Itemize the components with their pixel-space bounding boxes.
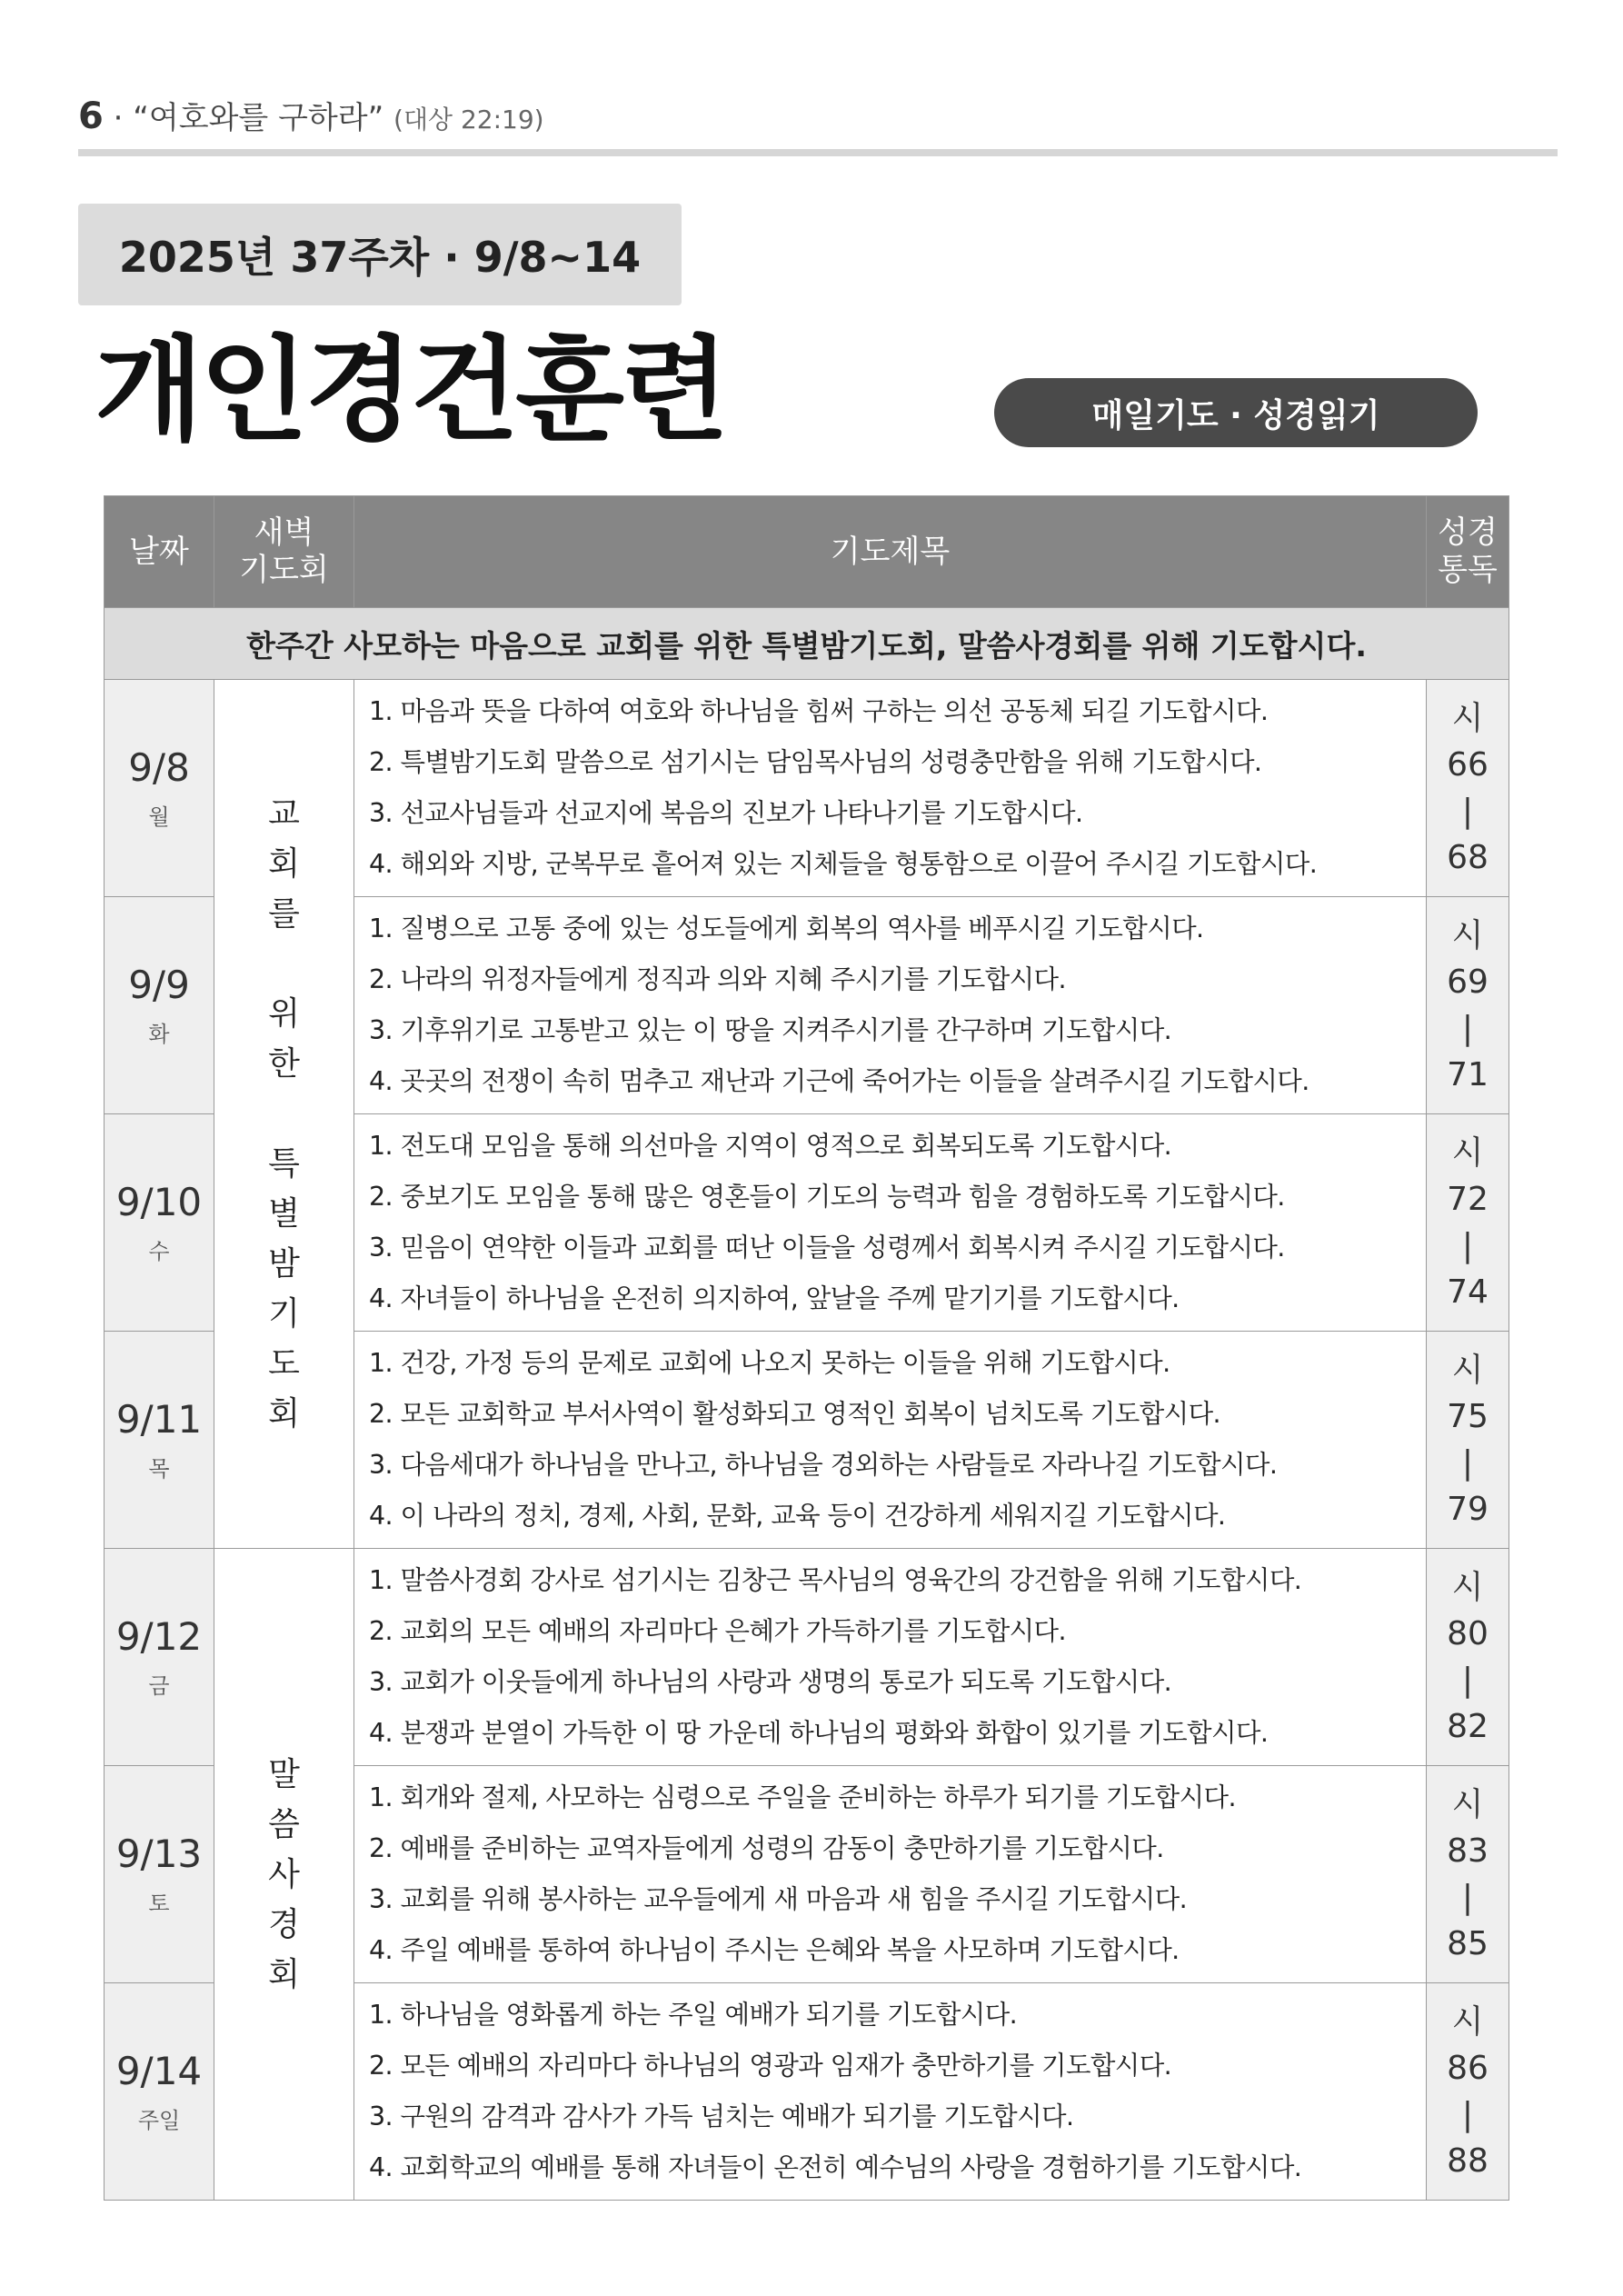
prayer-item: 4. 해외와 지방, 군복무로 흩어져 있는 지체들을 형통함으로 이끌어 주시길 기도합시다. — [369, 849, 1318, 879]
date-number: 9/10 — [115, 1180, 203, 1224]
page-header — [78, 93, 544, 137]
bible-reading-part: 시 — [1451, 700, 1484, 737]
bible-reading-part: 85 — [1447, 1925, 1489, 1962]
prayer-item: 4. 교회학교의 예배를 통해 자녀들이 온전히 예수님의 사랑을 경험하기를 기도합시다. — [369, 2152, 1302, 2182]
bible-reading-part: 71 — [1447, 1056, 1489, 1093]
bible-reading-cell — [1427, 1332, 1509, 1549]
service-char: 회 — [268, 845, 300, 883]
bible-reading-part: 82 — [1447, 1708, 1489, 1745]
header-service: 새벽 기도회 — [214, 496, 354, 608]
week-label: 2025년 37주차 · 9/8~14 — [78, 204, 682, 305]
weekday-label: 토 — [148, 1891, 170, 1916]
service-char: 말 — [268, 1755, 300, 1793]
service-char: 위 — [268, 995, 300, 1033]
service-char: 밤 — [268, 1245, 300, 1283]
service-char: 특 — [268, 1145, 300, 1183]
banner-text: 한주간 사모하는 마음으로 교회를 위한 특별밤기도회, 말씀사경회를 위해 기도합시다. — [105, 608, 1509, 680]
weekday-label: 목 — [148, 1456, 170, 1482]
prayer-item: 2. 교회의 모든 예배의 자리마다 은혜가 가득하기를 기도합시다. — [369, 1616, 1066, 1646]
bible-reading-part: 74 — [1447, 1273, 1489, 1311]
prayer-item: 1. 건강, 가정 등의 문제로 교회에 나오지 못하는 이들을 위해 기도합시다. — [369, 1348, 1170, 1378]
bible-reading-part: 75 — [1447, 1398, 1489, 1435]
weekday-label: 주일 — [137, 2108, 181, 2133]
bible-reading-part: | — [1461, 793, 1474, 830]
prayer-item: 3. 구원의 감격과 감사가 가득 넘치는 예배가 되기를 기도합시다. — [369, 2101, 1074, 2131]
bible-reading-part: 시 — [1451, 1352, 1484, 1389]
prayer-item: 3. 믿음이 연약한 이들과 교회를 떠난 이들을 성령께서 회복시켜 주시길 기도합시다. — [369, 1233, 1285, 1263]
service-name-cell — [214, 680, 354, 1549]
service-char: 경 — [268, 1905, 300, 1943]
bible-reading-part: 88 — [1447, 2142, 1489, 2180]
prayer-topics-cell — [354, 680, 1427, 897]
prayer-item: 1. 하나님을 영화롭게 하는 주일 예배가 되기를 기도합시다. — [369, 2000, 1018, 2030]
prayer-topics-cell — [354, 1983, 1427, 2201]
header-date: 날짜 — [105, 496, 214, 608]
bible-reading-part: 시 — [1451, 917, 1484, 954]
prayer-item: 1. 말씀사경회 강사로 섬기시는 김창근 목사님의 영육간의 강건함을 위해 기도합시다. — [369, 1565, 1302, 1595]
service-char: 씀 — [268, 1805, 300, 1843]
bible-reading-cell — [1427, 1983, 1509, 2201]
date-number: 9/13 — [115, 1832, 203, 1876]
bible-reading-part: 시 — [1451, 1569, 1484, 1606]
prayer-item: 3. 교회를 위해 봉사하는 교우들에게 새 마음과 새 힘을 주시길 기도합시다. — [369, 1884, 1188, 1914]
bible-reading-part: 시 — [1451, 2003, 1484, 2041]
date-cell — [105, 1766, 214, 1983]
service-name-cell — [214, 1549, 354, 2201]
prayer-item: 4. 주일 예배를 통하여 하나님이 주시는 은혜와 복을 사모하며 기도합시다. — [369, 1935, 1180, 1965]
header-topic: 기도제목 — [354, 496, 1427, 608]
bible-reading-part: 80 — [1447, 1615, 1489, 1652]
prayer-topics-cell — [354, 1114, 1427, 1332]
bible-reading-part: 68 — [1447, 839, 1489, 876]
header-bible: 성경 통독 — [1427, 496, 1509, 608]
service-char: 기 — [268, 1295, 300, 1333]
prayer-schedule-table — [104, 495, 1509, 2201]
date-number: 9/11 — [115, 1397, 203, 1442]
bible-reading-part: 83 — [1447, 1832, 1489, 1870]
prayer-item: 1. 질병으로 고통 중에 있는 성도들에게 회복의 역사를 베푸시길 기도합시다. — [369, 913, 1204, 943]
bible-reading-part: 66 — [1447, 746, 1489, 784]
prayer-item: 4. 곳곳의 전쟁이 속히 멈추고 재난과 기근에 죽어가는 이들을 살려주시길 기도합시다. — [369, 1066, 1309, 1096]
page-header-reference: (대상 22:19) — [393, 105, 544, 135]
service-char: 도 — [268, 1345, 300, 1383]
prayer-item: 4. 자녀들이 하나님을 온전히 의지하여, 앞날을 주께 맡기기를 기도합시다. — [369, 1283, 1180, 1313]
prayer-topics-cell — [354, 1549, 1427, 1766]
prayer-item: 1. 마음과 뜻을 다하여 여호와 하나님을 힘써 구하는 의선 공동체 되길 기도합시다. — [369, 696, 1269, 726]
bible-reading-cell — [1427, 680, 1509, 897]
bible-reading-part: 69 — [1447, 963, 1489, 1001]
prayer-topics-cell — [354, 1766, 1427, 1983]
bible-reading-part: 시 — [1451, 1786, 1484, 1823]
prayer-topics-cell — [354, 897, 1427, 1114]
date-cell — [105, 1549, 214, 1766]
date-cell — [105, 897, 214, 1114]
weekday-label: 수 — [148, 1239, 170, 1264]
page-number: 6 — [78, 95, 104, 137]
service-char: 교 — [268, 795, 300, 833]
date-cell — [105, 1114, 214, 1332]
service-char: 별 — [268, 1195, 300, 1233]
category-badge: 매일기도 · 성경읽기 — [994, 378, 1478, 447]
bible-reading-part: | — [1461, 2096, 1474, 2133]
date-number: 9/9 — [128, 963, 190, 1007]
bible-reading-part: 72 — [1447, 1181, 1489, 1218]
bible-reading-part: | — [1461, 1662, 1474, 1699]
prayer-item: 2. 모든 교회학교 부서사역이 활성화되고 영적인 회복이 넘치도록 기도합시다. — [369, 1399, 1220, 1429]
bible-reading-cell — [1427, 1549, 1509, 1766]
weekday-label: 월 — [148, 804, 170, 830]
date-cell — [105, 1983, 214, 2201]
banner-row — [105, 608, 1509, 680]
prayer-topics-cell — [354, 1332, 1427, 1549]
bible-reading-part: 79 — [1447, 1491, 1489, 1528]
service-char: 회 — [268, 1395, 300, 1433]
table-header-row — [105, 496, 1509, 608]
service-char: 사 — [268, 1855, 300, 1893]
service-char: 한 — [268, 1045, 300, 1083]
header-divider — [78, 149, 1558, 156]
date-cell — [105, 680, 214, 897]
bible-reading-part: | — [1461, 1879, 1474, 1916]
bible-reading-cell — [1427, 1766, 1509, 1983]
date-number: 9/14 — [115, 2049, 203, 2093]
date-cell — [105, 1332, 214, 1549]
page-header-title: · “여호와를 구하라” — [113, 100, 384, 136]
prayer-item: 3. 기후위기로 고통받고 있는 이 땅을 지켜주시기를 간구하며 기도합시다. — [369, 1015, 1172, 1045]
prayer-item: 3. 선교사님들과 선교지에 복음의 진보가 나타나기를 기도합시다. — [369, 798, 1083, 828]
prayer-item: 1. 회개와 절제, 사모하는 심령으로 주일을 준비하는 하루가 되기를 기도합시다. — [369, 1782, 1236, 1812]
bible-reading-part: 시 — [1451, 1134, 1484, 1172]
table-row — [105, 680, 1509, 897]
prayer-item: 3. 교회가 이웃들에게 하나님의 사랑과 생명의 통로가 되도록 기도합시다. — [369, 1667, 1172, 1697]
bible-reading-part: | — [1461, 1444, 1474, 1482]
prayer-item: 2. 중보기도 모임을 통해 많은 영혼들이 기도의 능력과 힘을 경험하도록 기도합시다. — [369, 1182, 1285, 1212]
prayer-item: 2. 특별밤기도회 말씀으로 섬기시는 담임목사님의 성령충만함을 위해 기도합시다. — [369, 747, 1262, 777]
bible-reading-cell — [1427, 1114, 1509, 1332]
prayer-item: 2. 모든 예배의 자리마다 하나님의 영광과 임재가 충만하기를 기도합시다. — [369, 2051, 1172, 2081]
bible-reading-part: | — [1461, 1010, 1474, 1047]
prayer-item: 3. 다음세대가 하나님을 만나고, 하나님을 경외하는 사람들로 자라나길 기도합시다. — [369, 1450, 1278, 1480]
prayer-item: 4. 분쟁과 분열이 가득한 이 땅 가운데 하나님의 평화와 화합이 있기를 기도합시다. — [369, 1718, 1269, 1748]
main-title: 개인경건훈련 — [95, 325, 726, 456]
date-number: 9/12 — [115, 1614, 203, 1659]
service-char: 회 — [268, 1955, 300, 1993]
prayer-item: 4. 이 나라의 정치, 경제, 사회, 문화, 교육 등이 건강하게 세워지길 기도합시다. — [369, 1501, 1226, 1531]
prayer-item: 1. 전도대 모임을 통해 의선마을 지역이 영적으로 회복되도록 기도합시다. — [369, 1131, 1172, 1161]
prayer-item: 2. 나라의 위정자들에게 정직과 의와 지혜 주시기를 기도합시다. — [369, 964, 1066, 994]
bible-reading-part: 86 — [1447, 2050, 1489, 2087]
table-row — [105, 1549, 1509, 1766]
bible-reading-part: | — [1461, 1227, 1474, 1264]
prayer-item: 2. 예배를 준비하는 교역자들에게 성령의 감동이 충만하기를 기도합시다. — [369, 1833, 1164, 1863]
date-number: 9/8 — [128, 745, 190, 790]
service-char: 를 — [268, 895, 300, 933]
weekday-label: 화 — [148, 1022, 170, 1047]
weekday-label: 금 — [148, 1673, 170, 1699]
bible-reading-cell — [1427, 897, 1509, 1114]
